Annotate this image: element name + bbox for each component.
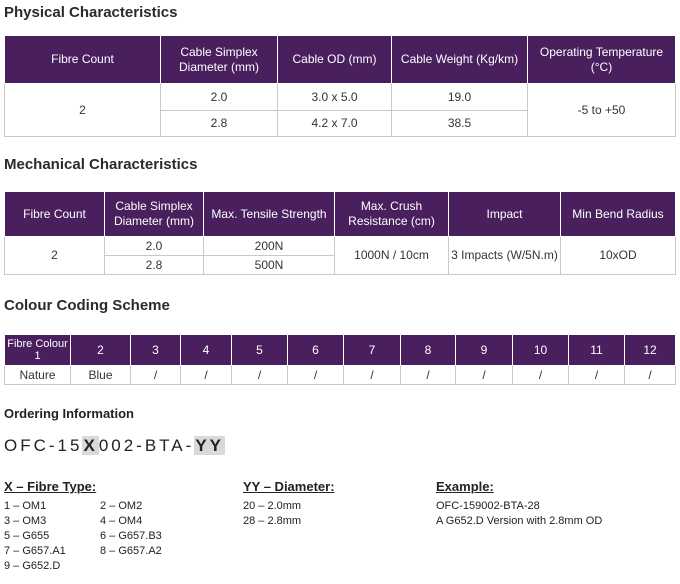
table-cell: / xyxy=(625,366,676,385)
mechanical-header-fibre-count: Fibre Count xyxy=(5,192,105,237)
table-cell: 200N xyxy=(204,237,335,256)
list-item: 9 – G652.D xyxy=(4,560,61,572)
table-cell: 4.2 x 7.0 xyxy=(278,111,392,137)
table-cell: 2.0 xyxy=(105,237,204,256)
list-item: 8 – G657.A2 xyxy=(100,545,162,557)
table-cell: / xyxy=(513,366,569,385)
table-cell: 3.0 x 5.0 xyxy=(278,84,392,111)
physical-title: Physical Characteristics xyxy=(4,4,178,21)
list-item: 20 – 2.0mm xyxy=(243,500,302,512)
list-item: 3 – OM3 xyxy=(4,515,47,527)
mechanical-header-crush: Max. Crush Resistance (cm) xyxy=(335,192,449,237)
list-item: 2 – OM2 xyxy=(100,500,143,512)
table-cell: 2.8 xyxy=(161,111,278,137)
list-item: 4 – OM4 xyxy=(100,515,143,527)
colour-row-label: Nature xyxy=(5,366,71,385)
table-cell: / xyxy=(344,366,401,385)
fibre-types-right xyxy=(100,499,162,559)
order-code xyxy=(4,436,225,456)
mechanical-fibre-count: 2 xyxy=(5,237,105,275)
list-item: 7 – G657.A1 xyxy=(4,545,66,557)
colour-header-number: 12 xyxy=(625,335,676,366)
mechanical-header-simplex: Cable Simplex Diameter (mm) xyxy=(105,192,204,237)
physical-fibre-count: 2 xyxy=(5,84,161,137)
physical-header-weight: Cable Weight (Kg/km) xyxy=(392,36,528,84)
physical-header-fibre-count: Fibre Count xyxy=(5,36,161,84)
table-cell: / xyxy=(181,366,232,385)
ordering-title: Ordering Information xyxy=(4,406,134,421)
physical-header-simplex: Cable Simplex Diameter (mm) xyxy=(161,36,278,84)
colour-header-number: 10 xyxy=(513,335,569,366)
colour-header-number: 4 xyxy=(181,335,232,366)
physical-table xyxy=(4,35,676,137)
colour-header-number: 6 xyxy=(288,335,344,366)
example-list xyxy=(436,499,602,529)
order-code-middle: 002-BTA- xyxy=(98,436,195,455)
table-cell: 38.5 xyxy=(392,111,528,137)
colour-header-number: 5 xyxy=(232,335,288,366)
list-item: 5 – G655 xyxy=(4,530,50,542)
mechanical-header-tensile: Max. Tensile Strength xyxy=(204,192,335,237)
mechanical-table xyxy=(4,191,676,275)
table-cell: 2.0 xyxy=(161,84,278,111)
mechanical-header-impact: Impact xyxy=(449,192,561,237)
fibre-type-title: X – Fibre Type: xyxy=(4,479,97,494)
order-code-x: X xyxy=(83,436,98,455)
physical-header-od: Cable OD (mm) xyxy=(278,36,392,84)
table-cell: 2.8 xyxy=(105,256,204,275)
table-cell: 19.0 xyxy=(392,84,528,111)
list-item: 28 – 2.8mm xyxy=(243,515,302,527)
colour-header-number: 3 xyxy=(131,335,181,366)
colour-header-number: 2 xyxy=(71,335,131,366)
colour-table xyxy=(4,334,676,385)
mechanical-bend: 10xOD xyxy=(561,237,676,275)
mechanical-header-bend: Min Bend Radius xyxy=(561,192,676,237)
physical-temperature: -5 to +50 xyxy=(528,84,676,137)
fibre-types-left xyxy=(4,499,66,574)
list-item: 6 – G657.B3 xyxy=(100,530,162,542)
table-cell: / xyxy=(232,366,288,385)
mechanical-crush: 1000N / 10cm xyxy=(335,237,449,275)
list-item: 1 – OM1 xyxy=(4,500,47,512)
table-cell: / xyxy=(131,366,181,385)
table-cell: / xyxy=(569,366,625,385)
order-code-prefix: OFC-15 xyxy=(4,436,83,455)
colour-header-number: 9 xyxy=(456,335,513,366)
colour-header-number: 8 xyxy=(401,335,456,366)
physical-header-temperature: Operating Temperature (°C) xyxy=(528,36,676,84)
colour-header-number: 11 xyxy=(569,335,625,366)
mechanical-impact: 3 Impacts (W/5N.m) xyxy=(449,237,561,275)
colour-title: Colour Coding Scheme xyxy=(4,297,170,314)
table-cell: 500N xyxy=(204,256,335,275)
colour-header-fibre: Fibre Colour 1 xyxy=(5,335,71,366)
diameter-list xyxy=(243,499,301,529)
example-title: Example: xyxy=(436,479,494,494)
list-item: A G652.D Version with 2.8mm OD xyxy=(436,515,603,527)
table-cell: / xyxy=(401,366,456,385)
colour-header-number: 7 xyxy=(344,335,401,366)
table-cell: / xyxy=(288,366,344,385)
order-code-yy: YY xyxy=(195,436,224,455)
diameter-title: YY – Diameter: xyxy=(243,479,335,494)
mechanical-title: Mechanical Characteristics xyxy=(4,156,198,173)
list-item: OFC-159002-BTA-28 xyxy=(436,500,540,512)
table-cell: / xyxy=(456,366,513,385)
table-cell: Blue xyxy=(71,366,131,385)
